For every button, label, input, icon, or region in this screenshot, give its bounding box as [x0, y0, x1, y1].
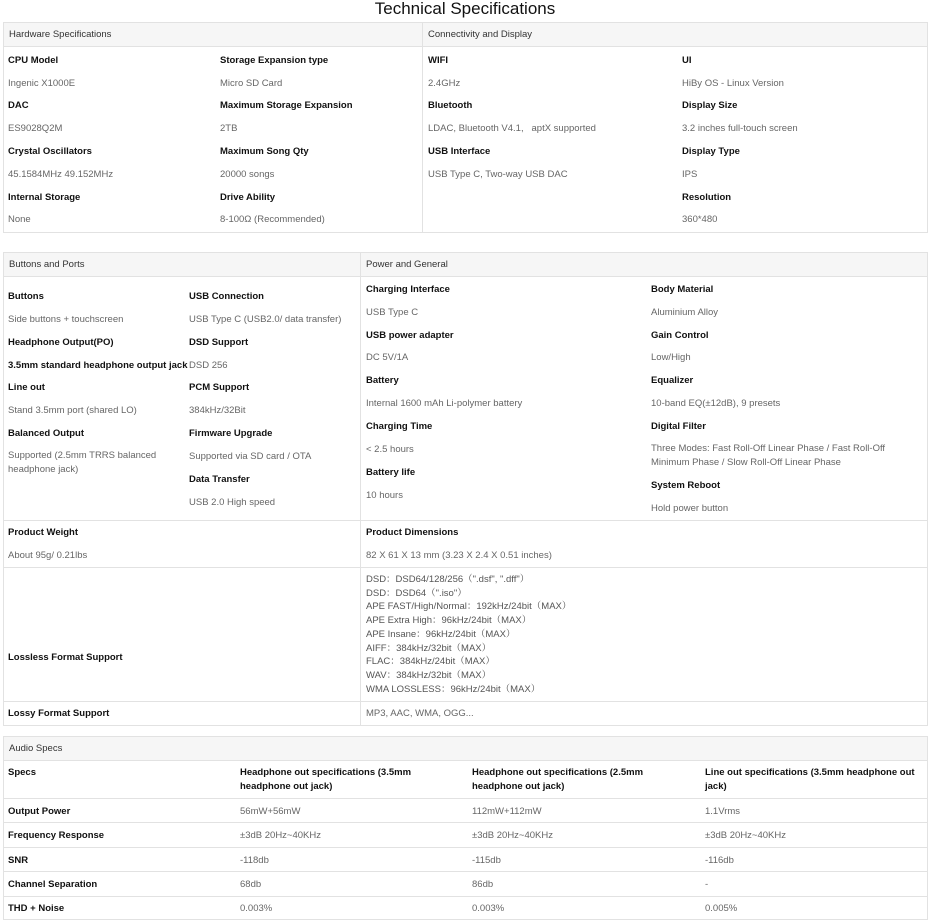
spec-value: 10-band EQ(±12dB), 9 presets [651, 398, 781, 409]
spec-label: Product Weight [8, 527, 79, 538]
spec-label: Headphone Output(PO) [8, 337, 114, 348]
spec-label: Display Type [682, 146, 740, 157]
spec-label: Product Dimensions [366, 527, 459, 538]
row-divider [4, 520, 927, 521]
spec-label: USB Connection [189, 291, 264, 302]
spec-value: 3.5mm standard headphone output jack [8, 360, 188, 371]
spec-value: Supported via SD card / OTA [189, 451, 312, 462]
table-cell: 112mW+112mW [472, 806, 542, 817]
spec-label: Display Size [682, 100, 738, 111]
format-line: DSD：DSD64（".iso"） [366, 587, 467, 599]
spec-value: About 95g/ 0.21lbs [8, 550, 88, 561]
spec-label: System Reboot [651, 480, 721, 491]
spec-value: ES9028Q2M [8, 123, 63, 134]
spec-label: CPU Model [8, 55, 59, 66]
table-cell: ±3dB 20Hz~40KHz [240, 830, 321, 841]
spec-label: Maximum Song Qty [220, 146, 309, 157]
spec-value: Side buttons + touchscreen [8, 314, 124, 325]
spec-value: 384kHz/32Bit [189, 405, 246, 416]
table-cell: ±3dB 20Hz~40KHz [705, 830, 786, 841]
table-cell: 0.003% [240, 903, 273, 914]
format-line: APE FAST/High/Normal：192kHz/24bit（MAX） [366, 601, 572, 613]
spec-value: 82 X 61 X 13 mm (3.23 X 2.4 X 0.51 inches) [366, 550, 552, 561]
table-cell: 68db [240, 879, 262, 890]
spec-value: IPS [682, 169, 698, 180]
spec-label: Body Material [651, 284, 714, 295]
table-row-divider [4, 798, 927, 799]
spec-value: 3.2 inches full-touch screen [682, 123, 798, 134]
format-line: WMA LOSSLESS：96kHz/24bit（MAX） [366, 683, 541, 695]
table-row-divider [4, 896, 927, 897]
spec-label: Resolution [682, 192, 732, 203]
spec-value: USB Type C [366, 307, 419, 318]
spec-value: 20000 songs [220, 169, 275, 180]
spec-value: Micro SD Card [220, 78, 283, 89]
table-row-divider [4, 822, 927, 823]
table-cell: -116db [705, 855, 734, 866]
audio-specs-header: Audio Specs [4, 737, 927, 761]
table-header: Line out specifications (3.5mm headphone out jack) [705, 767, 915, 792]
spec-label: Battery [366, 375, 399, 386]
spec-value: Aluminium Alloy [651, 307, 719, 318]
spec-label: Storage Expansion type [220, 55, 329, 66]
spec-label: Digital Filter [651, 421, 706, 432]
spec-value: USB Type C, Two-way USB DAC [428, 169, 568, 180]
spec-value: HiBy OS - Linux Version [682, 78, 784, 89]
spec-label: Gain Control [651, 330, 709, 341]
spec-label: Internal Storage [8, 192, 81, 203]
table-cell: - [705, 879, 709, 890]
spec-label: USB power adapter [366, 330, 454, 341]
table-cell: 56mW+56mW [240, 806, 301, 817]
spec-label: Charging Time [366, 421, 433, 432]
row-divider [4, 567, 927, 568]
spec-label: Lossless Format Support [8, 652, 123, 663]
table-cell: -118db [240, 855, 269, 866]
spec-label: Bluetooth [428, 100, 473, 111]
spec-label: Lossy Format Support [8, 708, 110, 719]
format-line: WAV：384kHz/32bit（MAX） [366, 669, 492, 681]
table-row-divider [4, 847, 927, 848]
spec-value: None [8, 214, 31, 225]
spec-label: Data Transfer [189, 474, 250, 485]
table-cell: 1.1Vrms [705, 806, 741, 817]
spec-label: WIFI [428, 55, 449, 66]
audio-specs-section [3, 736, 928, 920]
table-row-label: THD + Noise [8, 903, 65, 914]
table-header: Headphone out specifications (2.5mm headphone out jack) [472, 767, 644, 792]
format-line: AIFF：384kHz/32bit（MAX） [366, 642, 492, 654]
spec-value: 8-100Ω (Recommended) [220, 214, 325, 225]
spec-label: USB Interface [428, 146, 491, 157]
format-line: APE Insane：96kHz/24bit（MAX） [366, 628, 516, 640]
spec-value: MP3, AAC, WMA, OGG... [366, 708, 474, 719]
column-divider [360, 253, 361, 725]
spec-label: Drive Ability [220, 192, 276, 203]
table-row-label: SNR [8, 855, 29, 866]
buttons-ports-header: Buttons and Ports [4, 253, 361, 277]
spec-label: Balanced Output [8, 428, 85, 439]
hardware-specs-header: Hardware Specifications [4, 23, 422, 47]
spec-label: Buttons [8, 291, 44, 302]
format-line: DSD：DSD64/128/256（".dsf", ".dff"） [366, 574, 530, 585]
power-general-header: Power and General [361, 253, 927, 277]
spec-label: UI [682, 55, 692, 66]
spec-value: Low/High [651, 352, 691, 363]
spec-label: Battery life [366, 467, 416, 478]
spec-value: Supported (2.5mm TRRS balanced headphone jack) [8, 450, 157, 475]
spec-label: Maximum Storage Expansion [220, 100, 353, 111]
spec-value: 360*480 [682, 214, 718, 225]
spec-label: DSD Support [189, 337, 249, 348]
table-header: Specs [8, 767, 36, 778]
spec-label: Firmware Upgrade [189, 428, 273, 439]
table-row-label: Output Power [8, 806, 71, 817]
table-cell: -115db [472, 855, 501, 866]
spec-value: 2.4GHz [428, 78, 461, 89]
spec-label: DAC [8, 100, 29, 111]
spec-value: 45.1584MHz 49.152MHz [8, 169, 114, 180]
spec-label: Equalizer [651, 375, 694, 386]
table-row-divider [4, 871, 927, 872]
connectivity-header: Connectivity and Display [423, 23, 927, 47]
table-cell: 0.005% [705, 903, 738, 914]
format-line: APE Extra High：96kHz/24bit（MAX） [366, 615, 532, 627]
table-header: Headphone out specifications (3.5mm headphone out jack) [240, 767, 412, 792]
spec-value: 10 hours [366, 490, 403, 501]
spec-value: USB 2.0 High speed [189, 497, 276, 508]
spec-value: 2TB [220, 123, 238, 134]
spec-label: Charging Interface [366, 284, 450, 295]
spec-value: DC 5V/1A [366, 352, 409, 363]
format-line: FLAC：384kHz/24bit（MAX） [366, 656, 495, 668]
spec-value: < 2.5 hours [366, 444, 414, 455]
spec-value: Hold power button [651, 503, 729, 514]
spec-label: Crystal Oscillators [8, 146, 92, 157]
spec-value: USB Type C (USB2.0/ data transfer) [189, 314, 342, 325]
spec-value: LDAC, Bluetooth V4.1, aptX supported [428, 123, 596, 134]
table-row-label: Channel Separation [8, 879, 98, 890]
table-row-label: Frequency Response [8, 830, 105, 841]
table-cell: 86db [472, 879, 494, 890]
table-cell: ±3dB 20Hz~40KHz [472, 830, 553, 841]
spec-value: Three Modes: Fast Roll-Off Linear Phase / Fast Roll-Off Minimum Phase / Slow Roll-Off Linear Phase [651, 443, 886, 468]
spec-value: Stand 3.5mm port (shared LO) [8, 405, 137, 416]
spec-value: DSD 256 [189, 360, 228, 371]
table-cell: 0.003% [472, 903, 505, 914]
page-title: Technical Specifications [374, 0, 556, 18]
spec-value: Internal 1600 mAh Li-polymer battery [366, 398, 523, 409]
spec-label: PCM Support [189, 382, 250, 393]
spec-value: Ingenic X1000E [8, 78, 76, 89]
row-divider [4, 701, 927, 702]
spec-label: Line out [8, 382, 45, 393]
